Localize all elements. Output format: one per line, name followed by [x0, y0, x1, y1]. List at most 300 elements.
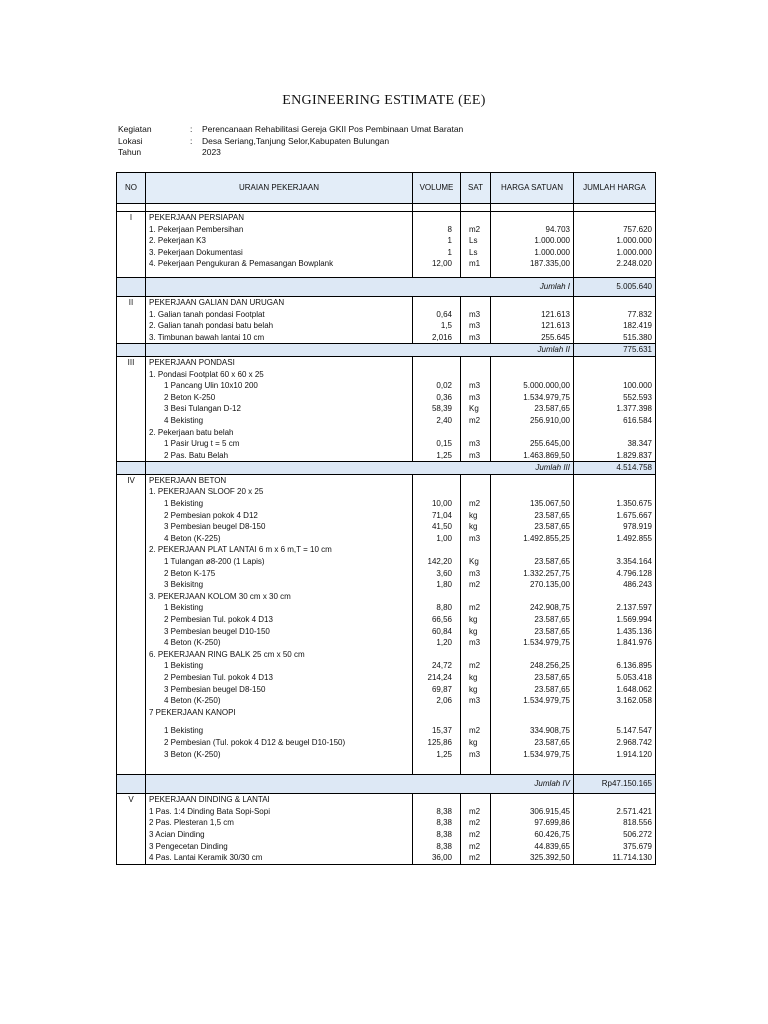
header-volume: VOLUME	[413, 173, 461, 204]
item-unit: m3	[461, 332, 491, 344]
empty-cell	[413, 486, 461, 498]
item-volume: 125,86	[413, 737, 461, 749]
item-unit-price: 1.534.979,75	[491, 637, 574, 649]
empty-cell	[117, 344, 146, 357]
section-title: PEKERJAAN DINDING & LANTAI	[146, 794, 413, 806]
item-description: 4 Beton (K-225)	[146, 533, 413, 545]
empty-cell	[117, 403, 146, 415]
item-volume: 24,72	[413, 660, 461, 672]
empty-cell	[117, 235, 146, 247]
item-description: 2. Galian tanah pondasi batu belah	[146, 320, 413, 332]
table-row	[117, 235, 656, 247]
item-description: 4 Beton (K-250)	[146, 695, 413, 707]
table-row	[117, 247, 656, 259]
item-volume: 8,38	[413, 817, 461, 829]
item-description: 2 Pas. Plesteran 1,5 cm	[146, 817, 413, 829]
item-unit: m2	[461, 852, 491, 864]
empty-cell	[117, 672, 146, 684]
item-description: 2. Pekerjaan K3	[146, 235, 413, 247]
empty-cell	[117, 614, 146, 626]
item-unit: m3	[461, 320, 491, 332]
item-unit: m2	[461, 817, 491, 829]
empty-cell	[117, 775, 146, 794]
section-number: III	[117, 356, 146, 368]
item-unit-price: 121.613	[491, 320, 574, 332]
item-total: 1.000.000	[574, 247, 656, 259]
empty-cell	[491, 767, 574, 775]
item-total: 3.354.164	[574, 556, 656, 568]
item-description: 2 Pembesian (Tul. pokok 4 D12 & beugel D10-150)	[146, 737, 413, 749]
empty-cell	[117, 258, 146, 270]
table-row	[117, 568, 656, 580]
section-row	[117, 296, 656, 308]
item-description: 1 Pasir Urug t = 5 cm	[146, 438, 413, 450]
empty-cell	[491, 794, 574, 806]
table-row	[117, 403, 656, 415]
empty-cell	[491, 204, 574, 212]
item-unit-price: 1.534.979,75	[491, 749, 574, 761]
empty-cell	[461, 356, 491, 368]
empty-cell	[117, 309, 146, 321]
subsection-row	[117, 591, 656, 603]
item-volume: 142,20	[413, 556, 461, 568]
item-unit-price: 1.463.869,50	[491, 450, 574, 462]
subtotal-label: Jumlah III	[146, 462, 574, 475]
subsection-title: 3. PEKERJAAN KOLOM 30 cm x 30 cm	[146, 591, 413, 603]
empty-cell	[574, 427, 656, 439]
item-unit: kg	[461, 737, 491, 749]
subtotal-value: 775.631	[574, 344, 656, 357]
item-volume: 2,06	[413, 695, 461, 707]
subtotal-row	[117, 344, 656, 357]
empty-cell	[117, 392, 146, 404]
empty-cell	[574, 760, 656, 767]
table-row	[117, 672, 656, 684]
item-unit: m2	[461, 602, 491, 614]
subsection-title: 7 PEKERJAAN KANOPI	[146, 707, 413, 719]
empty-cell	[461, 486, 491, 498]
item-description: 1 Bekisting	[146, 602, 413, 614]
item-description: 3 Pembesian beugel D8-150	[146, 684, 413, 696]
item-unit-price: 23.587,65	[491, 521, 574, 533]
item-volume: 71,04	[413, 510, 461, 522]
empty-cell	[117, 568, 146, 580]
empty-cell	[574, 794, 656, 806]
empty-cell	[413, 369, 461, 381]
item-description: 2 Pembesian Tul. pokok 4 D13	[146, 614, 413, 626]
subtotal-value: Rp47.150.165	[574, 775, 656, 794]
header-uraian: URAIAN PEKERJAAN	[146, 173, 413, 204]
item-unit: m2	[461, 498, 491, 510]
item-volume: 8,80	[413, 602, 461, 614]
item-unit-price: 1.534.979,75	[491, 695, 574, 707]
document-title: ENGINEERING ESTIMATE (EE)	[282, 93, 486, 108]
item-unit-price: 23.587,65	[491, 510, 574, 522]
item-total: 375.679	[574, 841, 656, 853]
item-unit: Kg	[461, 556, 491, 568]
table-row	[117, 556, 656, 568]
item-volume: 1,5	[413, 320, 461, 332]
item-unit-price: 256.910,00	[491, 415, 574, 427]
item-volume: 36,00	[413, 852, 461, 864]
empty-cell	[574, 718, 656, 725]
item-total: 5.053.418	[574, 672, 656, 684]
item-unit-price: 23.587,65	[491, 403, 574, 415]
empty-cell	[117, 277, 146, 296]
item-unit-price: 325.392,50	[491, 852, 574, 864]
item-unit-price: 255.645	[491, 332, 574, 344]
item-total: 1.000.000	[574, 235, 656, 247]
item-volume: 3,60	[413, 568, 461, 580]
item-unit-price: 1.332.257,75	[491, 568, 574, 580]
item-unit: m3	[461, 438, 491, 450]
empty-cell	[491, 356, 574, 368]
subtotal-row	[117, 462, 656, 475]
item-description: 2 Pembesian pokok 4 D12	[146, 510, 413, 522]
empty-cell	[117, 579, 146, 591]
section-row	[117, 356, 656, 368]
item-description: 3 Beton (K-250)	[146, 749, 413, 761]
item-description: 2 Beton K-250	[146, 392, 413, 404]
item-description: 3 Besi Tulangan D-12	[146, 403, 413, 415]
item-unit: kg	[461, 510, 491, 522]
item-unit-price: 334.908,75	[491, 725, 574, 737]
item-total: 6.136.895	[574, 660, 656, 672]
section-title: PEKERJAAN BETON	[146, 474, 413, 486]
header-jumlah-harga: JUMLAH HARGA	[574, 173, 656, 204]
empty-cell	[574, 212, 656, 224]
empty-cell	[117, 521, 146, 533]
empty-cell	[461, 270, 491, 278]
item-total: 515.380	[574, 332, 656, 344]
item-unit: m3	[461, 309, 491, 321]
section-number: V	[117, 794, 146, 806]
empty-cell	[461, 427, 491, 439]
empty-cell	[117, 806, 146, 818]
section-row	[117, 474, 656, 486]
item-unit-price: 270.135,00	[491, 579, 574, 591]
item-unit: m2	[461, 660, 491, 672]
item-total: 1.569.994	[574, 614, 656, 626]
empty-cell	[491, 427, 574, 439]
item-volume: 1	[413, 247, 461, 259]
subsection-row	[117, 544, 656, 556]
item-volume: 8,38	[413, 841, 461, 853]
empty-cell	[574, 296, 656, 308]
empty-cell	[574, 474, 656, 486]
item-unit-price: 44.839,65	[491, 841, 574, 853]
table-row	[117, 224, 656, 236]
subsection-row	[117, 427, 656, 439]
info-key: Kegiatan	[118, 124, 152, 134]
item-description: 1 Tulangan ø8-200 (1 Lapis)	[146, 556, 413, 568]
empty-cell	[491, 760, 574, 767]
empty-cell	[574, 204, 656, 212]
project-info	[118, 124, 463, 159]
empty-cell	[413, 767, 461, 775]
empty-cell	[461, 474, 491, 486]
spacer-row	[117, 760, 656, 767]
empty-cell	[117, 725, 146, 737]
empty-cell	[117, 415, 146, 427]
item-unit: m3	[461, 695, 491, 707]
empty-cell	[574, 356, 656, 368]
item-unit: kg	[461, 521, 491, 533]
item-unit-price: 135.067,50	[491, 498, 574, 510]
table-row	[117, 817, 656, 829]
item-volume: 41,50	[413, 521, 461, 533]
item-unit-price: 23.587,65	[491, 737, 574, 749]
empty-cell	[491, 474, 574, 486]
item-description: 2 Pembesian Tul. pokok 4 D13	[146, 672, 413, 684]
empty-cell	[117, 224, 146, 236]
item-description: 1 Pancang Ulin 10x10 200	[146, 380, 413, 392]
item-total: 2.968.742	[574, 737, 656, 749]
item-unit-price: 306.915,45	[491, 806, 574, 818]
empty-cell	[117, 852, 146, 864]
section-row	[117, 212, 656, 224]
item-total: 818.556	[574, 817, 656, 829]
empty-cell	[117, 591, 146, 603]
item-unit: m3	[461, 568, 491, 580]
subsection-row	[117, 707, 656, 719]
item-unit: kg	[461, 626, 491, 638]
estimate-table	[116, 172, 656, 865]
empty-cell	[461, 212, 491, 224]
table-row	[117, 806, 656, 818]
empty-cell	[146, 270, 413, 278]
empty-cell	[491, 270, 574, 278]
item-volume: 60,84	[413, 626, 461, 638]
subtotal-value: 4.514.758	[574, 462, 656, 475]
empty-cell	[461, 794, 491, 806]
item-description: 1 Pas. 1:4 Dinding Bata Sopi-Sopi	[146, 806, 413, 818]
item-total: 5.147.547	[574, 725, 656, 737]
table-row	[117, 614, 656, 626]
table-row	[117, 737, 656, 749]
section-number: II	[117, 296, 146, 308]
table-row	[117, 533, 656, 545]
item-unit-price: 1.534.979,75	[491, 392, 574, 404]
item-description: 3 Bekisitng	[146, 579, 413, 591]
empty-cell	[491, 718, 574, 725]
empty-cell	[413, 707, 461, 719]
empty-cell	[117, 707, 146, 719]
table-row	[117, 637, 656, 649]
empty-cell	[117, 544, 146, 556]
info-separator: :	[190, 124, 193, 134]
empty-cell	[413, 591, 461, 603]
table-row	[117, 852, 656, 864]
item-unit: Kg	[461, 403, 491, 415]
empty-cell	[491, 591, 574, 603]
item-description: 1 Bekisting	[146, 498, 413, 510]
item-total: 616.584	[574, 415, 656, 427]
empty-cell	[461, 767, 491, 775]
item-volume: 1,25	[413, 749, 461, 761]
item-description: 4 Bekisting	[146, 415, 413, 427]
item-description: 2 Beton K-175	[146, 568, 413, 580]
item-unit: m3	[461, 450, 491, 462]
empty-cell	[574, 767, 656, 775]
item-volume: 10,00	[413, 498, 461, 510]
item-unit: Ls	[461, 235, 491, 247]
empty-cell	[461, 369, 491, 381]
info-row-kegiatan	[118, 124, 463, 136]
item-total: 1.377.398	[574, 403, 656, 415]
item-volume: 2,40	[413, 415, 461, 427]
item-unit-price: 23.587,65	[491, 672, 574, 684]
empty-cell	[117, 749, 146, 761]
table-row	[117, 450, 656, 462]
item-unit: m3	[461, 533, 491, 545]
item-unit: m2	[461, 415, 491, 427]
table-row	[117, 626, 656, 638]
item-description: 3 Pengecetan Dinding	[146, 841, 413, 853]
item-unit-price: 255.645,00	[491, 438, 574, 450]
empty-cell	[491, 544, 574, 556]
table-row	[117, 380, 656, 392]
empty-cell	[413, 427, 461, 439]
empty-cell	[146, 767, 413, 775]
table-row	[117, 660, 656, 672]
empty-cell	[491, 296, 574, 308]
empty-cell	[574, 544, 656, 556]
table-header	[117, 173, 656, 204]
item-total: 38.347	[574, 438, 656, 450]
item-unit: m3	[461, 380, 491, 392]
table-row	[117, 498, 656, 510]
empty-cell	[117, 438, 146, 450]
item-unit-price: 94.703	[491, 224, 574, 236]
empty-cell	[461, 296, 491, 308]
table-row	[117, 415, 656, 427]
empty-cell	[461, 204, 491, 212]
subsection-title: 6. PEKERJAAN RING BALK 25 cm x 50 cm	[146, 649, 413, 661]
empty-cell	[574, 707, 656, 719]
item-unit-price: 248.256,25	[491, 660, 574, 672]
empty-cell	[413, 474, 461, 486]
item-volume: 1,80	[413, 579, 461, 591]
table-row	[117, 392, 656, 404]
item-total: 4.796.128	[574, 568, 656, 580]
item-volume: 1	[413, 235, 461, 247]
header-no: NO	[117, 173, 146, 204]
item-total: 182.419	[574, 320, 656, 332]
item-unit: m2	[461, 806, 491, 818]
spacer-row	[117, 270, 656, 278]
table-row	[117, 332, 656, 344]
subsection-row	[117, 369, 656, 381]
subtotal-label: Jumlah I	[146, 277, 574, 296]
table-row	[117, 749, 656, 761]
info-value: Perencanaan Rehabilitasi Gereja GKII Pos Pembinaan Umat Baratan	[202, 124, 464, 134]
item-total: 1.829.837	[574, 450, 656, 462]
info-value: 2023	[202, 147, 221, 157]
empty-cell	[117, 841, 146, 853]
item-total: 3.162.058	[574, 695, 656, 707]
item-unit-price: 187.335,00	[491, 258, 574, 270]
item-unit-price: 5.000.000,00	[491, 380, 574, 392]
item-unit: Ls	[461, 247, 491, 259]
item-volume: 0,64	[413, 309, 461, 321]
item-volume: 0,15	[413, 438, 461, 450]
info-separator: :	[190, 135, 193, 146]
empty-cell	[413, 760, 461, 767]
empty-cell	[117, 649, 146, 661]
empty-cell	[574, 591, 656, 603]
empty-cell	[574, 270, 656, 278]
item-volume: 0,02	[413, 380, 461, 392]
subtotal-label: Jumlah II	[146, 344, 574, 357]
subsection-title: 2. Pekerjaan batu belah	[146, 427, 413, 439]
empty-cell	[413, 212, 461, 224]
empty-cell	[146, 204, 413, 212]
table-row	[117, 725, 656, 737]
section-row	[117, 794, 656, 806]
item-total: 1.914.120	[574, 749, 656, 761]
item-volume: 8,38	[413, 806, 461, 818]
empty-cell	[461, 591, 491, 603]
empty-cell	[117, 760, 146, 767]
item-volume: 0,36	[413, 392, 461, 404]
item-description: 4 Pas. Lantai Keramik 30/30 cm	[146, 852, 413, 864]
empty-cell	[461, 544, 491, 556]
table-row	[117, 320, 656, 332]
item-unit: m2	[461, 224, 491, 236]
spacer-row	[117, 718, 656, 725]
empty-cell	[117, 817, 146, 829]
empty-cell	[117, 695, 146, 707]
item-description: 2 Pas. Batu Belah	[146, 450, 413, 462]
item-unit: m3	[461, 637, 491, 649]
item-unit: kg	[461, 684, 491, 696]
section-title: PEKERJAAN PERSIAPAN	[146, 212, 413, 224]
empty-cell	[117, 718, 146, 725]
item-total: 11.714.130	[574, 852, 656, 864]
empty-cell	[461, 649, 491, 661]
table-row	[117, 684, 656, 696]
empty-cell	[117, 380, 146, 392]
item-description: 3 Acian Dinding	[146, 829, 413, 841]
item-volume: 8	[413, 224, 461, 236]
section-title: PEKERJAAN GALIAN DAN URUGAN	[146, 296, 413, 308]
empty-cell	[117, 533, 146, 545]
empty-cell	[117, 462, 146, 475]
empty-cell	[117, 510, 146, 522]
table-row	[117, 602, 656, 614]
item-description: 1. Pekerjaan Pembersihan	[146, 224, 413, 236]
item-volume: 1,00	[413, 533, 461, 545]
empty-cell	[413, 649, 461, 661]
item-total: 978.919	[574, 521, 656, 533]
item-total: 2.248.020	[574, 258, 656, 270]
item-unit: m1	[461, 258, 491, 270]
item-total: 1.492.855	[574, 533, 656, 545]
empty-cell	[461, 707, 491, 719]
empty-cell	[117, 556, 146, 568]
empty-cell	[574, 486, 656, 498]
item-description: 3. Pekerjaan Dokumentasi	[146, 247, 413, 259]
empty-cell	[574, 369, 656, 381]
item-description: 1 Bekisting	[146, 660, 413, 672]
item-total: 2.137.597	[574, 602, 656, 614]
empty-cell	[574, 649, 656, 661]
item-volume: 15,37	[413, 725, 461, 737]
empty-cell	[117, 270, 146, 278]
empty-cell	[117, 450, 146, 462]
item-unit-price: 23.587,65	[491, 684, 574, 696]
